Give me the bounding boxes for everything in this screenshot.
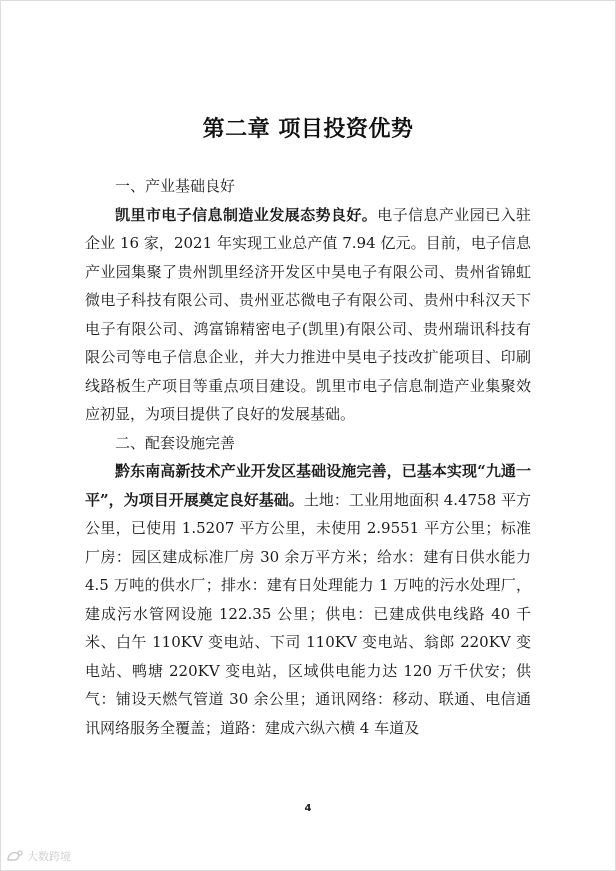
section-heading-2: 二、配套设施完善	[115, 433, 236, 452]
paragraph-1-lead: 凯里市电子信息制造业发展态势良好。	[115, 205, 378, 224]
paragraph-2-lead: 黔东南高新技术产业开发区基础设施完善，已基本实现“九通一平”，为项目开展奠定良好基础。	[85, 462, 531, 509]
paragraph-2	[85, 457, 531, 742]
document-body	[85, 172, 531, 742]
watermark-text: 大数跨境	[27, 850, 71, 863]
paragraph-1-body: 电子信息产业园已入驻企业 16 家，2021 年实现工业总产值 7.94 亿元。目前，电子信息产业园集聚了贵州凯里经济开发区中昊电子有限公司、贵州省锦虹微电子科技有限公司、贵州亚芯微电子有限公司、贵州中科汉天下电子有限公司、鸿富锦精密电子(凯里)有限公司、贵州瑞讯科技有限公司等电子信息企业，并大力推进中昊电子技改扩能项目、印刷线路板生产项目等重点项目建设。凯里市电子信息制造产业集聚效应初显，为项目提供了良好的发展基础。	[85, 205, 531, 423]
page-number: 4	[304, 803, 312, 814]
paragraph-2-body: 土地：工业用地面积 4.4758 平方公里，已使用 1.5207 平方公里，未使用 2.9551 平方公里；标准厂房：园区建成标准厂房 30 余万平方米；给水：建有日供水能力 4.5 万吨的供水厂；排水：建有日处理能力 1 万吨的污水处理厂，建成污水管网设施 122.35 公里；供电：已建成供电线路 40 千米、白午 110KV 变电站、下司 110KV 变电站、翁郎 220KV 变电站、鸭塘 220KV 变电站，区域供电能力达 120 万千伏安；供气：铺设天燃气管道 30 余公里；通讯网络：移动、联通、电信通讯网络服务全覆盖；道路：建成六纵六横 4 车道及	[85, 490, 531, 737]
brand-logo-icon	[6, 849, 24, 863]
paragraph-1	[85, 201, 531, 429]
watermark	[6, 848, 71, 864]
chapter-title: 第二章 项目投资优势	[202, 116, 414, 142]
section-heading-1: 一、产业基础良好	[115, 177, 236, 195]
